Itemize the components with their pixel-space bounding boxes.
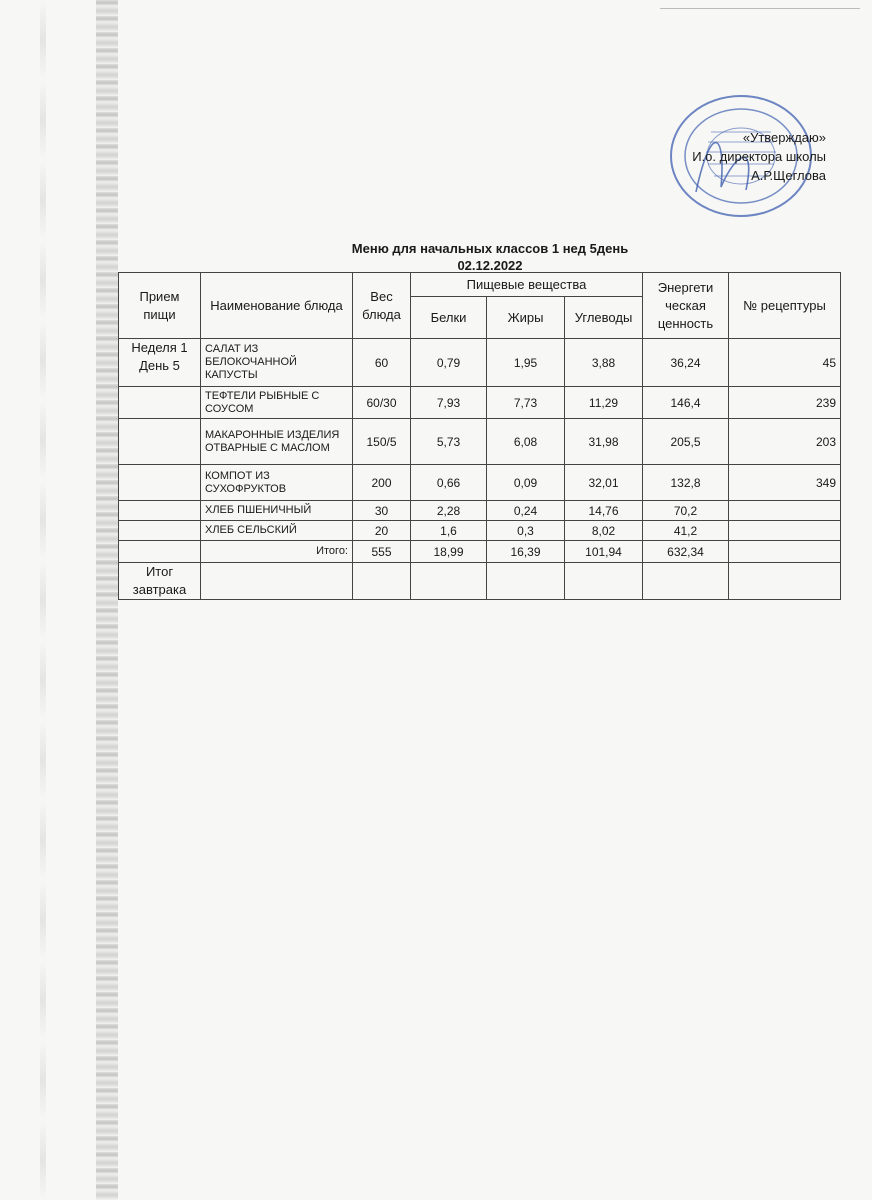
meal-cell-empty [119, 521, 201, 541]
dish-fat: 1,95 [487, 339, 565, 387]
header-dish: Наименование блюда [201, 273, 353, 339]
dish-fat: 7,73 [487, 387, 565, 419]
header-weight: Вес блюда [353, 273, 411, 339]
dish-protein: 7,93 [411, 387, 487, 419]
approval-title: «Утверждаю» [742, 130, 826, 145]
dish-fat: 0,3 [487, 521, 565, 541]
header-meal: Прием пищи [119, 273, 201, 339]
empty-cell [729, 563, 841, 600]
scan-line [660, 8, 860, 9]
total-row [119, 541, 841, 563]
dish-energy: 41,2 [643, 521, 729, 541]
dish-weight: 200 [353, 465, 411, 501]
header-fat: Жиры [487, 297, 565, 339]
scan-noise [40, 0, 46, 1200]
header-carbs: Углеводы [565, 297, 643, 339]
dish-recipe [729, 501, 841, 521]
title-date: 02.12.2022 [457, 258, 523, 273]
dish-name: ХЛЕБ СЕЛЬСКИЙ [201, 521, 353, 541]
total-label: Итого: [201, 541, 353, 563]
total-recipe-empty [729, 541, 841, 563]
meal-cell-empty [119, 387, 201, 419]
dish-recipe: 45 [729, 339, 841, 387]
table-row [119, 521, 841, 541]
dish-protein: 0,66 [411, 465, 487, 501]
dish-weight: 30 [353, 501, 411, 521]
empty-cell [565, 563, 643, 600]
meal-label: Неделя 1 День 5 [119, 339, 201, 387]
dish-recipe [729, 521, 841, 541]
menu-table [118, 272, 841, 600]
title-line: Меню для начальных классов 1 нед 5день [351, 241, 629, 256]
empty-cell [643, 563, 729, 600]
dish-carbs: 31,98 [565, 419, 643, 465]
table-row [119, 339, 841, 387]
total-carbs: 101,94 [565, 541, 643, 563]
dish-recipe: 349 [729, 465, 841, 501]
dish-energy: 132,8 [643, 465, 729, 501]
dish-carbs: 14,76 [565, 501, 643, 521]
dish-carbs: 32,01 [565, 465, 643, 501]
dish-carbs: 11,29 [565, 387, 643, 419]
dish-carbs: 3,88 [565, 339, 643, 387]
meal-cell-empty [119, 465, 201, 501]
dish-name: ХЛЕБ ПШЕНИЧНЫЙ [201, 501, 353, 521]
dish-weight: 20 [353, 521, 411, 541]
table-row [119, 465, 841, 501]
dish-weight: 60/30 [353, 387, 411, 419]
dish-protein: 0,79 [411, 339, 487, 387]
approval-name: А.Р.Щеглова [751, 168, 826, 183]
dish-protein: 2,28 [411, 501, 487, 521]
dish-recipe: 239 [729, 387, 841, 419]
empty-cell [487, 563, 565, 600]
dish-name: САЛАТ ИЗ БЕЛОКОЧАННОЙ КАПУСТЫ [201, 339, 353, 387]
total-weight: 555 [353, 541, 411, 563]
approval-position: И.о. директора школы [692, 149, 826, 164]
footer-label: Итог завтрака [119, 563, 201, 600]
dish-weight: 150/5 [353, 419, 411, 465]
dish-protein: 5,73 [411, 419, 487, 465]
empty-cell [353, 563, 411, 600]
scan-edge [96, 0, 118, 1200]
total-fat: 16,39 [487, 541, 565, 563]
dish-name: ТЕФТЕЛИ РЫБНЫЕ С СОУСОМ [201, 387, 353, 419]
dish-fat: 0,09 [487, 465, 565, 501]
table-row [119, 419, 841, 465]
header-energy: Энергети ческая ценность [643, 273, 729, 339]
table-row [119, 501, 841, 521]
header-protein: Белки [411, 297, 487, 339]
dish-fat: 6,08 [487, 419, 565, 465]
dish-energy: 70,2 [643, 501, 729, 521]
header-nutrients: Пищевые вещества [411, 273, 643, 297]
dish-fat: 0,24 [487, 501, 565, 521]
empty-cell [201, 563, 353, 600]
empty-cell [411, 563, 487, 600]
header-row [119, 273, 841, 297]
dish-recipe: 203 [729, 419, 841, 465]
dish-energy: 205,5 [643, 419, 729, 465]
dish-protein: 1,6 [411, 521, 487, 541]
dish-name: КОМПОТ ИЗ СУХОФРУКТОВ [201, 465, 353, 501]
dish-energy: 36,24 [643, 339, 729, 387]
table-row [119, 387, 841, 419]
approval-block [692, 128, 826, 185]
dish-energy: 146,4 [643, 387, 729, 419]
meal-cell-empty [119, 419, 201, 465]
total-protein: 18,99 [411, 541, 487, 563]
meal-cell-empty [119, 541, 201, 563]
meal-cell-empty [119, 501, 201, 521]
header-recipe: № рецептуры [729, 273, 841, 339]
dish-carbs: 8,02 [565, 521, 643, 541]
page-title [300, 240, 680, 274]
dish-weight: 60 [353, 339, 411, 387]
dish-name: МАКАРОННЫЕ ИЗДЕЛИЯ ОТВАРНЫЕ С МАСЛОМ [201, 419, 353, 465]
total-energy: 632,34 [643, 541, 729, 563]
footer-row [119, 563, 841, 600]
